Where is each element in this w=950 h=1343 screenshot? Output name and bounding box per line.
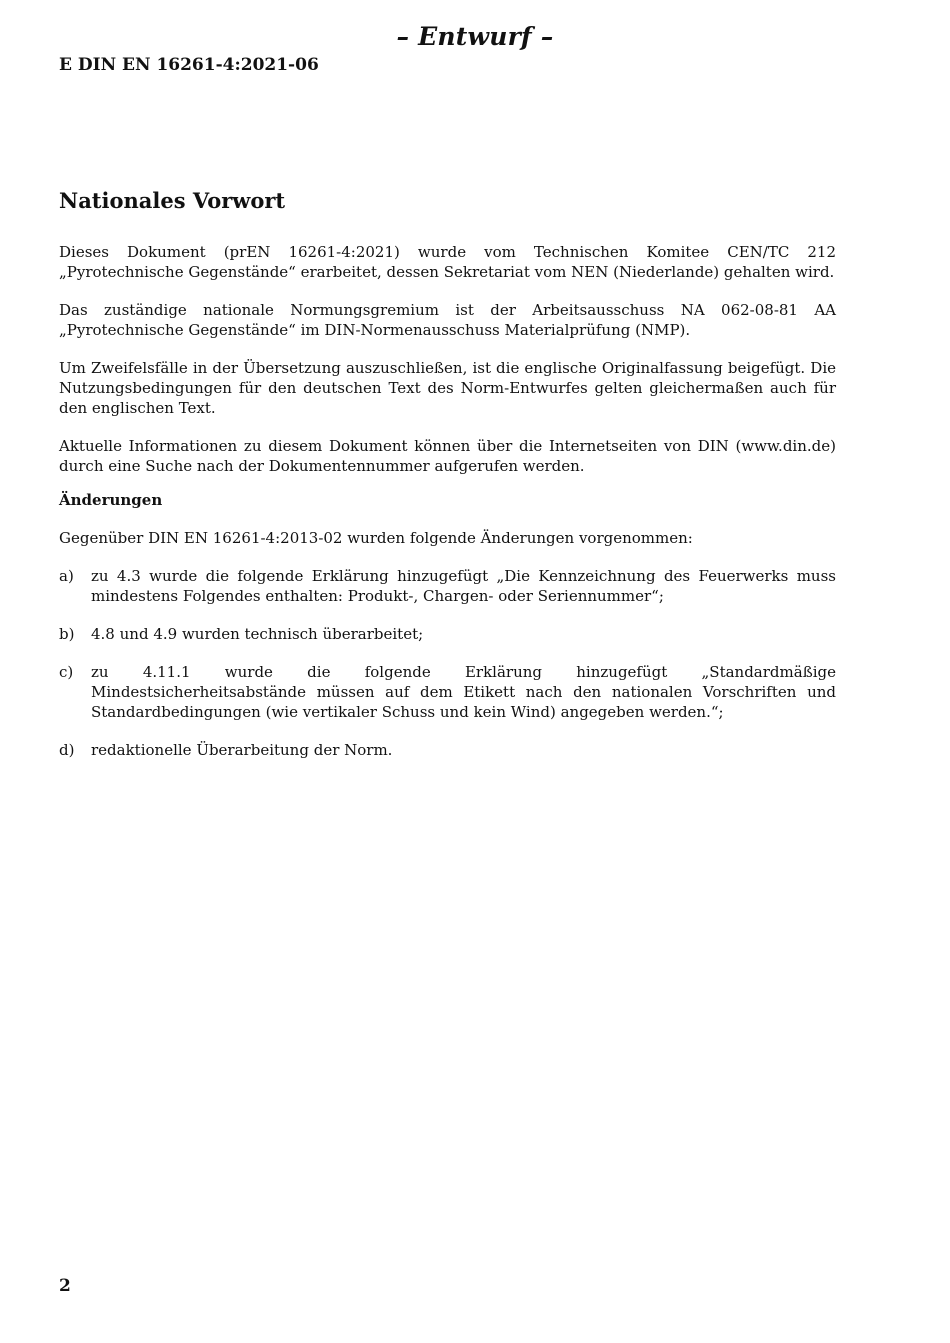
draft-watermark: – Entwurf – bbox=[396, 22, 554, 51]
paragraph-translation: Um Zweifelsfälle in der Übersetzung auszuschließen, ist die englische Originalfassung beigefügt. Die Nutzungsbedingungen für den deutschen Text des Norm-Entwurfes gelten gleichermaßen auch für den englischen Text. bbox=[59, 359, 836, 417]
paragraph-national-body: Das zuständige nationale Normungsgremium ist der Arbeitsausschuss NA 062-08-81 AA „Pyrotechnische Gegenstände“ im DIN-Normenausschuss Materialprüfung (NMP). bbox=[59, 301, 836, 339]
list-item bbox=[59, 566, 836, 606]
list-marker: d) bbox=[59, 741, 75, 759]
list-text: zu 4.3 wurde die folgende Erklärung hinzugefügt „Die Kennzeichnung des Feuerwerks muss mindestens Folgendes enthalten: Produkt-, Chargen- oder Seriennummer“; bbox=[91, 567, 836, 605]
document-id: E DIN EN 16261-4:2021-06 bbox=[59, 55, 319, 75]
changes-heading: Änderungen bbox=[59, 491, 163, 509]
list-item bbox=[59, 624, 836, 644]
list-text: 4.8 und 4.9 wurden technisch überarbeitet; bbox=[91, 625, 424, 643]
section-title: Nationales Vorwort bbox=[59, 188, 286, 213]
paragraph-committee: Dieses Dokument (prEN 16261-4:2021) wurde vom Technischen Komitee CEN/TC 212 „Pyrotechnische Gegenstände“ erarbeitet, dessen Sekretariat vom NEN (Niederlande) gehalten wird. bbox=[59, 243, 836, 281]
national-foreword-section bbox=[59, 186, 836, 778]
list-marker: c) bbox=[59, 663, 74, 681]
paragraph-current-info: Aktuelle Informationen zu diesem Dokument können über die Internetseiten von DIN (www.din.de) durch eine Suche nach der Dokumentennummer aufgerufen werden. bbox=[59, 437, 836, 475]
page-number: 2 bbox=[59, 1276, 71, 1296]
list-marker: a) bbox=[59, 567, 74, 585]
list-item bbox=[59, 662, 836, 722]
list-text: redaktionelle Überarbeitung der Norm. bbox=[91, 741, 393, 759]
list-item bbox=[59, 740, 836, 760]
list-text: zu 4.11.1 wurde die folgende Erklärung hinzugefügt „Standardmäßige Mindestsicherheitsabstände müssen auf dem Etikett nach den nationalen Vorschriften und Standardbedingungen (wie vertikaler Schuss und kein Wind) angegeben werden.“; bbox=[91, 663, 836, 721]
list-marker: b) bbox=[59, 625, 75, 643]
changes-intro: Gegenüber DIN EN 16261-4:2013-02 wurden folgende Änderungen vorgenommen: bbox=[59, 529, 693, 547]
